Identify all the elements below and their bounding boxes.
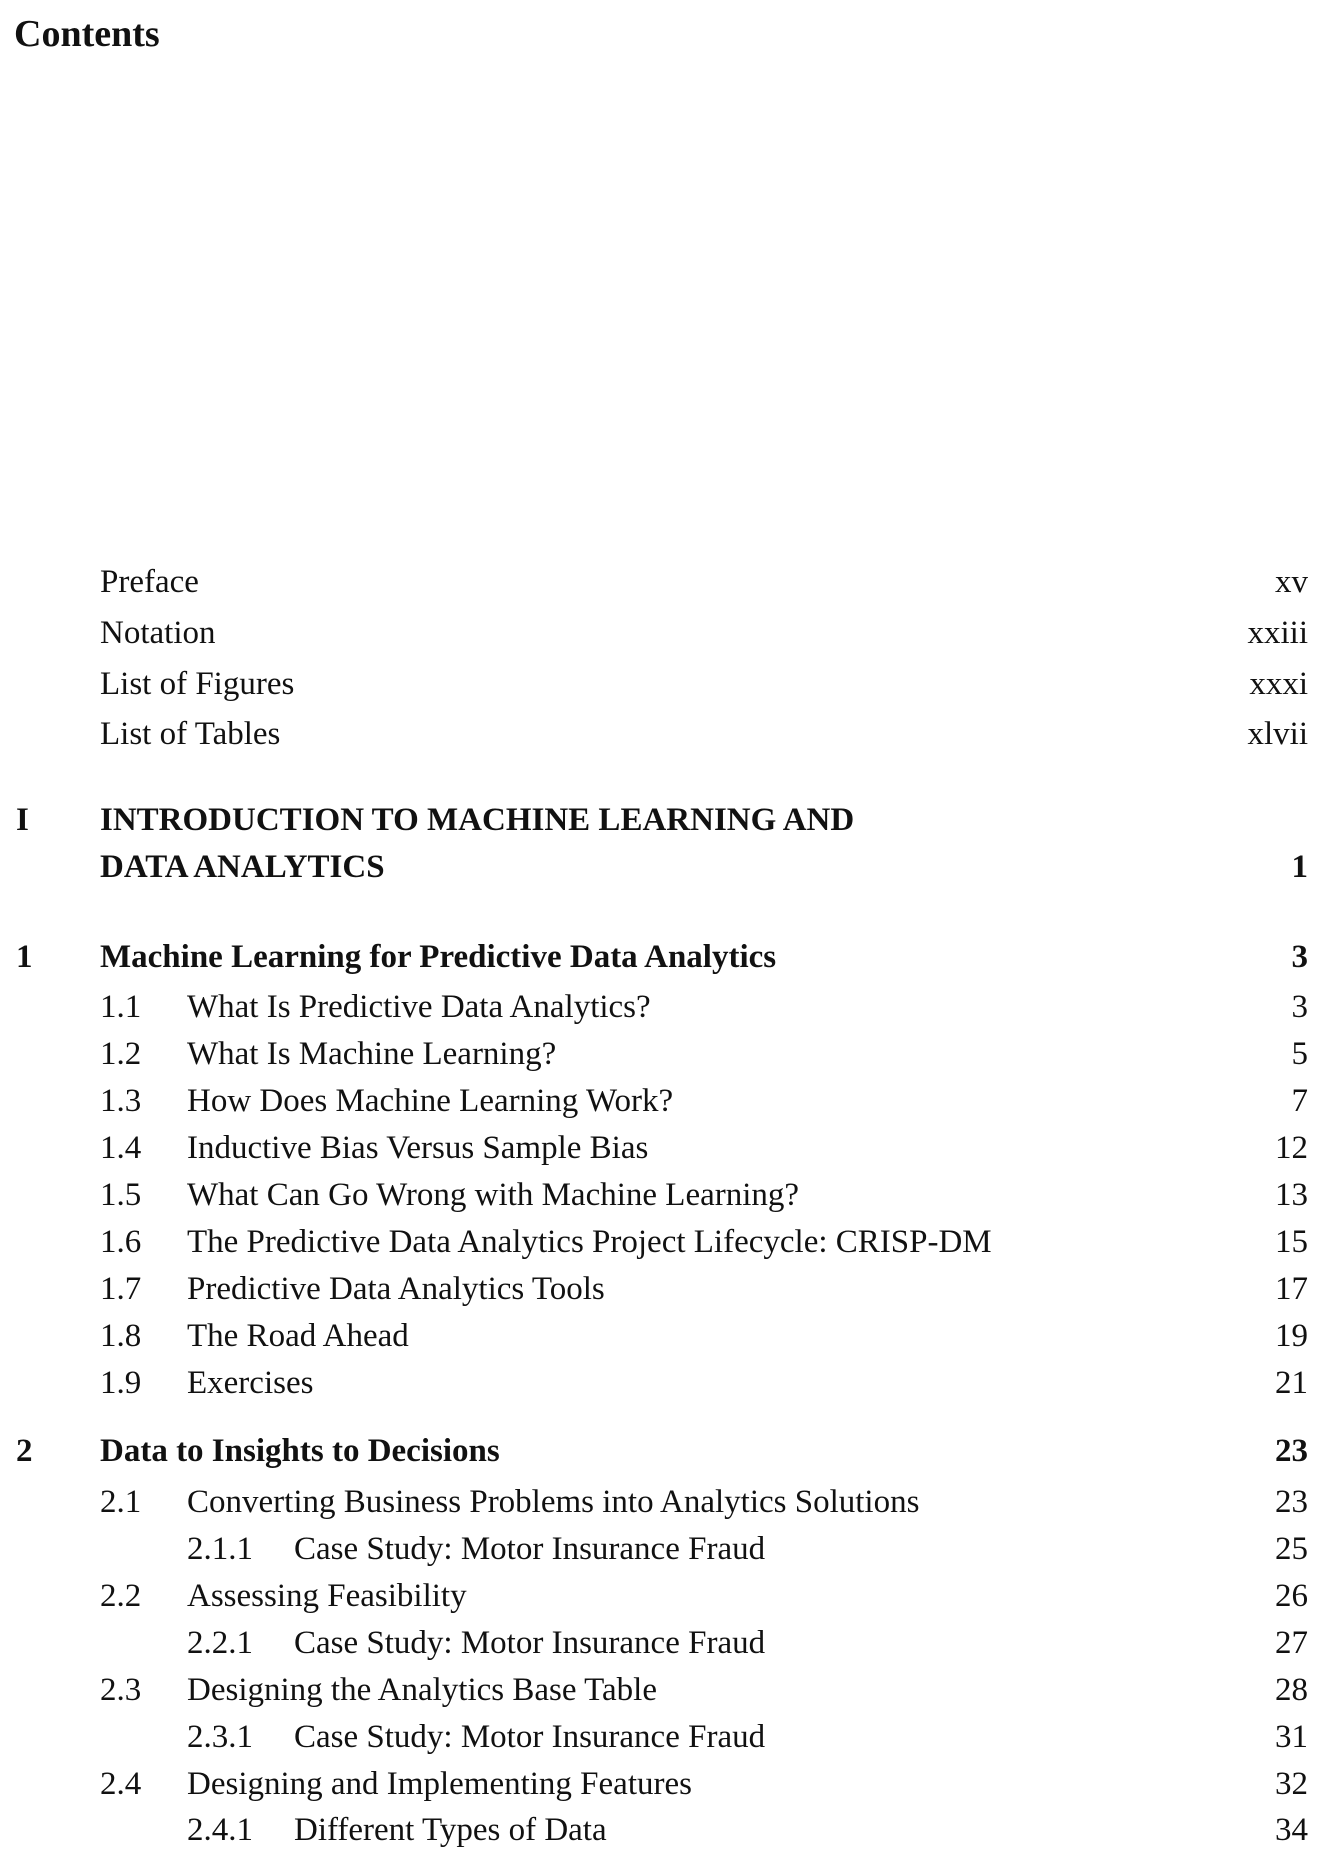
- toc-section-number: 2.3: [100, 1672, 142, 1708]
- toc-section-page: 26: [1275, 1578, 1308, 1614]
- toc-section-number: 1.8: [100, 1318, 142, 1354]
- toc-section-page: 19: [1275, 1318, 1308, 1354]
- toc-section-page: 17: [1275, 1271, 1308, 1307]
- toc-subsection-page: 27: [1275, 1625, 1308, 1661]
- toc-subsection-number: 2.2.1: [187, 1625, 253, 1661]
- toc-section-title: How Does Machine Learning Work?: [187, 1083, 674, 1119]
- toc-subsection-title: Case Study: Motor Insurance Fraud: [294, 1719, 766, 1755]
- toc-entry-page: xlvii: [1247, 716, 1308, 752]
- toc-section-number: 1.4: [100, 1130, 142, 1166]
- toc-subsection-title: Case Study: Motor Insurance Fraud: [294, 1531, 766, 1567]
- toc-section-title: Predictive Data Analytics Tools: [187, 1271, 605, 1307]
- toc-chapter-title: Machine Learning for Predictive Data Analytics: [100, 939, 777, 975]
- toc-section-title: Inductive Bias Versus Sample Bias: [187, 1130, 649, 1166]
- toc-section-page: 15: [1275, 1224, 1308, 1260]
- toc-chapter-number: 2: [16, 1433, 33, 1469]
- toc-section-number: 1.7: [100, 1271, 142, 1307]
- toc-entry-title: List of Figures: [100, 666, 295, 702]
- toc-section-title: What Can Go Wrong with Machine Learning?: [187, 1177, 800, 1213]
- toc-section-number: 1.2: [100, 1036, 142, 1072]
- toc-section-page: 3: [1291, 989, 1308, 1025]
- toc-entry-title: Preface: [100, 564, 199, 600]
- toc-section-title: Designing the Analytics Base Table: [187, 1672, 657, 1708]
- toc-subsection-page: 34: [1275, 1812, 1308, 1848]
- toc-section-page: 12: [1275, 1130, 1308, 1166]
- toc-part-number: I: [16, 802, 29, 838]
- toc-section-title: Designing and Implementing Features: [187, 1766, 692, 1802]
- toc-section-page: 5: [1291, 1036, 1308, 1072]
- toc-part-title-line2: DATA ANALYTICS: [100, 849, 385, 885]
- toc-subsection-number: 2.3.1: [187, 1719, 253, 1755]
- toc-section-number: 1.6: [100, 1224, 142, 1260]
- toc-section-title: What Is Predictive Data Analytics?: [187, 989, 651, 1025]
- toc-subsection-page: 31: [1275, 1719, 1308, 1755]
- toc-section-page: 7: [1291, 1083, 1308, 1119]
- toc-section-page: 13: [1275, 1177, 1308, 1213]
- toc-entry-title: List of Tables: [100, 716, 281, 752]
- toc-section-number: 1.1: [100, 989, 142, 1025]
- toc-section-number: 2.2: [100, 1578, 142, 1614]
- toc-section-number: 1.3: [100, 1083, 142, 1119]
- toc-entry-title: Notation: [100, 615, 216, 651]
- toc-section-page: 28: [1275, 1672, 1308, 1708]
- toc-chapter-page: 3: [1291, 939, 1308, 975]
- toc-chapter-title: Data to Insights to Decisions: [100, 1433, 500, 1469]
- toc-entry-page: xxxi: [1249, 666, 1308, 702]
- toc-subsection-title: Different Types of Data: [294, 1812, 607, 1848]
- toc-section-title: Assessing Feasibility: [187, 1578, 467, 1614]
- toc-part-page: 1: [1291, 849, 1308, 885]
- toc-subsection-number: 2.4.1: [187, 1812, 253, 1848]
- toc-section-title: Converting Business Problems into Analytics Solutions: [187, 1484, 920, 1520]
- toc-entry-page: xv: [1275, 564, 1308, 600]
- toc-section-title: What Is Machine Learning?: [187, 1036, 557, 1072]
- toc-part-title-line1: INTRODUCTION TO MACHINE LEARNING AND: [100, 802, 855, 838]
- toc-entry-page: xxiii: [1247, 615, 1308, 651]
- toc-section-title: The Road Ahead: [187, 1318, 409, 1354]
- toc-section-page: 23: [1275, 1484, 1308, 1520]
- toc-section-number: 1.5: [100, 1177, 142, 1213]
- toc-section-title: The Predictive Data Analytics Project Lifecycle: CRISP-DM: [187, 1224, 992, 1260]
- toc-subsection-number: 2.1.1: [187, 1531, 253, 1567]
- toc-subsection-title: Case Study: Motor Insurance Fraud: [294, 1625, 766, 1661]
- toc-subsection-page: 25: [1275, 1531, 1308, 1567]
- toc-section-number: 2.4: [100, 1766, 142, 1802]
- toc-chapter-number: 1: [16, 939, 33, 975]
- page-title: Contents: [14, 13, 160, 55]
- toc-section-title: Exercises: [187, 1365, 314, 1401]
- toc-section-page: 32: [1275, 1766, 1308, 1802]
- toc-section-page: 21: [1275, 1365, 1308, 1401]
- toc-section-number: 2.1: [100, 1484, 142, 1520]
- toc-section-number: 1.9: [100, 1365, 142, 1401]
- toc-chapter-page: 23: [1275, 1433, 1308, 1469]
